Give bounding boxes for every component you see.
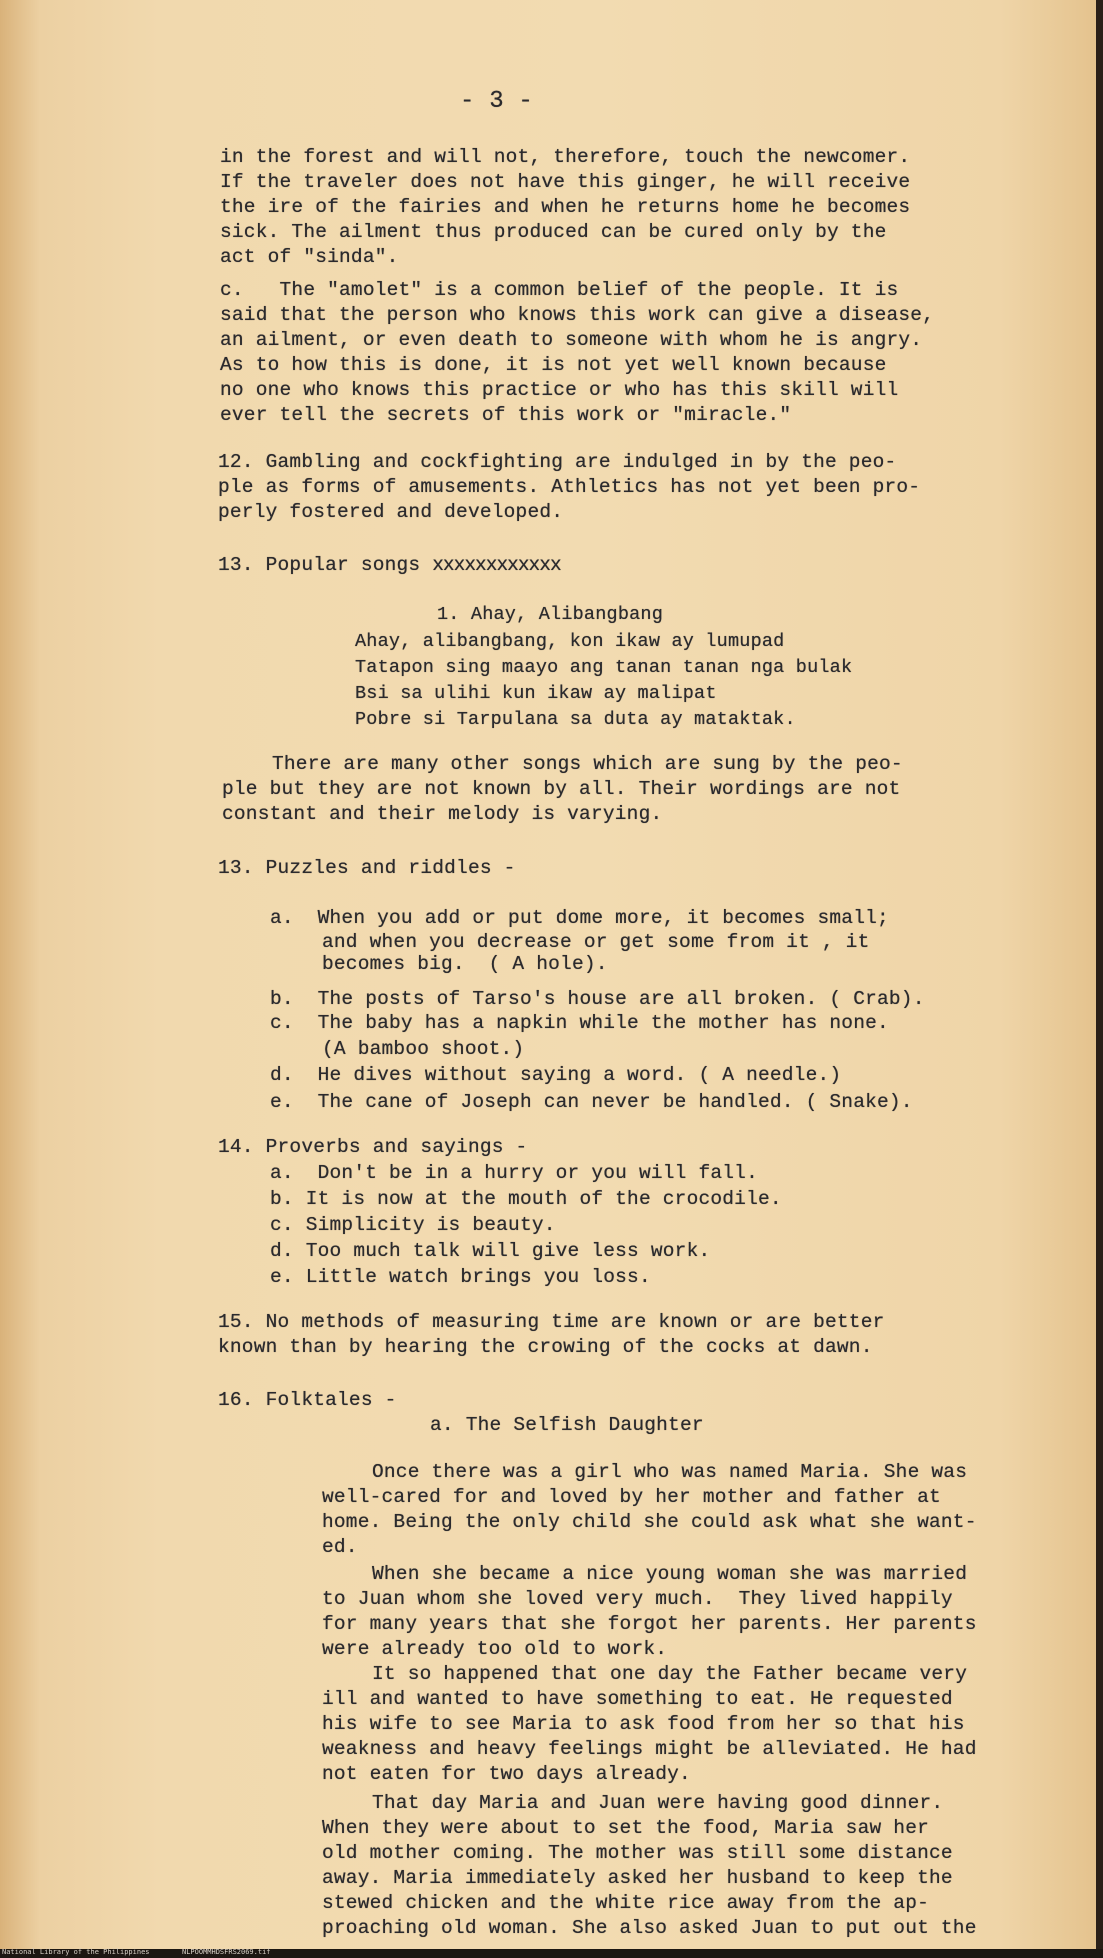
text-line: 12. Gambling and cockfighting are indulged in by the peo- [218,451,897,473]
scan-footer [0,1949,1103,1958]
text-line: sick. The ailment thus produced can be cured only by the [220,221,887,243]
text-line: said that the person who knows this work can give a disease, [220,304,935,326]
library-credit: National Library of the Philippines [2,1948,150,1956]
folktale-title: a. The Selfish Daughter [430,1414,704,1436]
text-line: well-cared for and loved by her mother and father at [322,1486,941,1508]
text-line: known than by hearing the crowing of the cocks at dawn. [218,1336,873,1358]
heading-text: 13. Popular songs [218,554,433,576]
text-line: weakness and heavy feelings might be alleviated. He had [322,1738,977,1760]
text-line: perly fostered and developed. [218,501,564,523]
text-line: to Juan whom she loved very much. They lived happily [322,1588,953,1610]
text-line: c. The "amolet" is a common belief of the people. It is [220,279,899,301]
text-line: stewed chicken and the white rice away from the ap- [322,1892,929,1914]
text-line: the ire of the fairies and when he returns home he becomes [220,196,911,218]
list-item: c. The baby has a napkin while the mother has none. [270,1012,889,1034]
list-item-continued: becomes big. ( A hole). [322,953,608,975]
song-line: Bsi sa ulihi kun ikaw ay malipat [355,683,717,704]
list-item: e. Little watch brings you loss. [270,1266,651,1288]
text-line: That day Maria and Juan were having good dinner. [372,1792,944,1814]
folktales-heading: 16. Folktales - [218,1389,397,1411]
list-item: b. It is now at the mouth of the crocodile. [270,1188,782,1210]
list-item: c. Simplicity is beauty. [270,1214,556,1236]
text-line: It so happened that one day the Father became very [372,1663,968,1685]
song-title: 1. Ahay, Alibangbang [437,604,664,625]
text-line: not eaten for two days already. [322,1763,691,1785]
song-line: Pobre si Tarpulana sa duta ay mataktak. [355,709,796,730]
proverbs-heading: 14. Proverbs and sayings - [218,1136,528,1158]
list-item: e. The cane of Joseph can never be handled. ( Snake). [270,1091,913,1113]
text-line: ever tell the secrets of this work or "miracle." [220,404,792,426]
text-line: constant and their melody is varying. [222,803,663,825]
song-line: Tatapon sing maayo ang tanan tanan nga bulak [355,657,853,678]
text-line: were already too old to work. [322,1638,668,1660]
list-item-continued: (A bamboo shoot.) [322,1038,525,1060]
list-item: a. Don't be in a hurry or you will fall. [270,1162,758,1184]
list-item-continued: and when you decrease or get some from it , it [322,931,870,953]
text-line: There are many other songs which are sung by the peo- [272,753,903,775]
text-line: As to how this is done, it is not yet well known because [220,354,887,376]
song-line: Ahay, alibangbang, kon ikaw ay lumupad [355,631,785,652]
text-line: in the forest and will not, therefore, touch the newcomer. [220,146,911,168]
text-line: ed. [322,1536,358,1558]
section-13-heading [218,553,561,577]
text-line: When they were about to set the food, Maria saw her [322,1817,929,1839]
riddles-heading: 13. Puzzles and riddles - [218,857,516,879]
list-item: d. Too much talk will give less work. [270,1240,711,1262]
file-id: NLPOOMMHDSFRS2069.tif [182,1948,271,1956]
text-line: ple but they are not known by all. Their wordings are not [222,778,901,800]
scan-edge [1096,0,1103,1958]
text-line: old mother coming. The mother was still some distance [322,1842,953,1864]
text-line: act of "sinda". [220,246,399,268]
text-line: If the traveler does not have this ginger, he will receive [220,171,911,193]
text-line: an ailment, or even death to someone with whom he is angry. [220,329,923,351]
text-line: no one who knows this practice or who has this skill will [220,379,899,401]
text-line: for many years that she forgot her parents. Her parents [322,1613,977,1635]
text-line: Once there was a girl who was named Maria. She was [372,1461,968,1483]
text-line: his wife to see Maria to ask food from her so that his [322,1713,965,1735]
list-item: a. When you add or put dome more, it becomes small; [270,907,889,929]
list-item: d. He dives without saying a word. ( A needle.) [270,1064,842,1086]
text-line: proaching old woman. She also asked Juan to put out the [322,1917,977,1939]
page-number: - 3 - [460,88,534,115]
text-line: 15. No methods of measuring time are known or are better [218,1311,885,1333]
text-line: away. Maria immediately asked her husband to keep the [322,1867,953,1889]
text-line: home. Being the only child she could ask what she want- [322,1511,977,1533]
struck-out-text: xxxxxxxxxxxx [432,554,561,576]
text-line: When she became a nice young woman she was married [372,1563,968,1585]
text-line: ple as forms of amusements. Athletics has not yet been pro- [218,476,921,498]
list-item: b. The posts of Tarso's house are all broken. ( Crab). [270,988,925,1010]
text-line: ill and wanted to have something to eat. He requested [322,1688,953,1710]
